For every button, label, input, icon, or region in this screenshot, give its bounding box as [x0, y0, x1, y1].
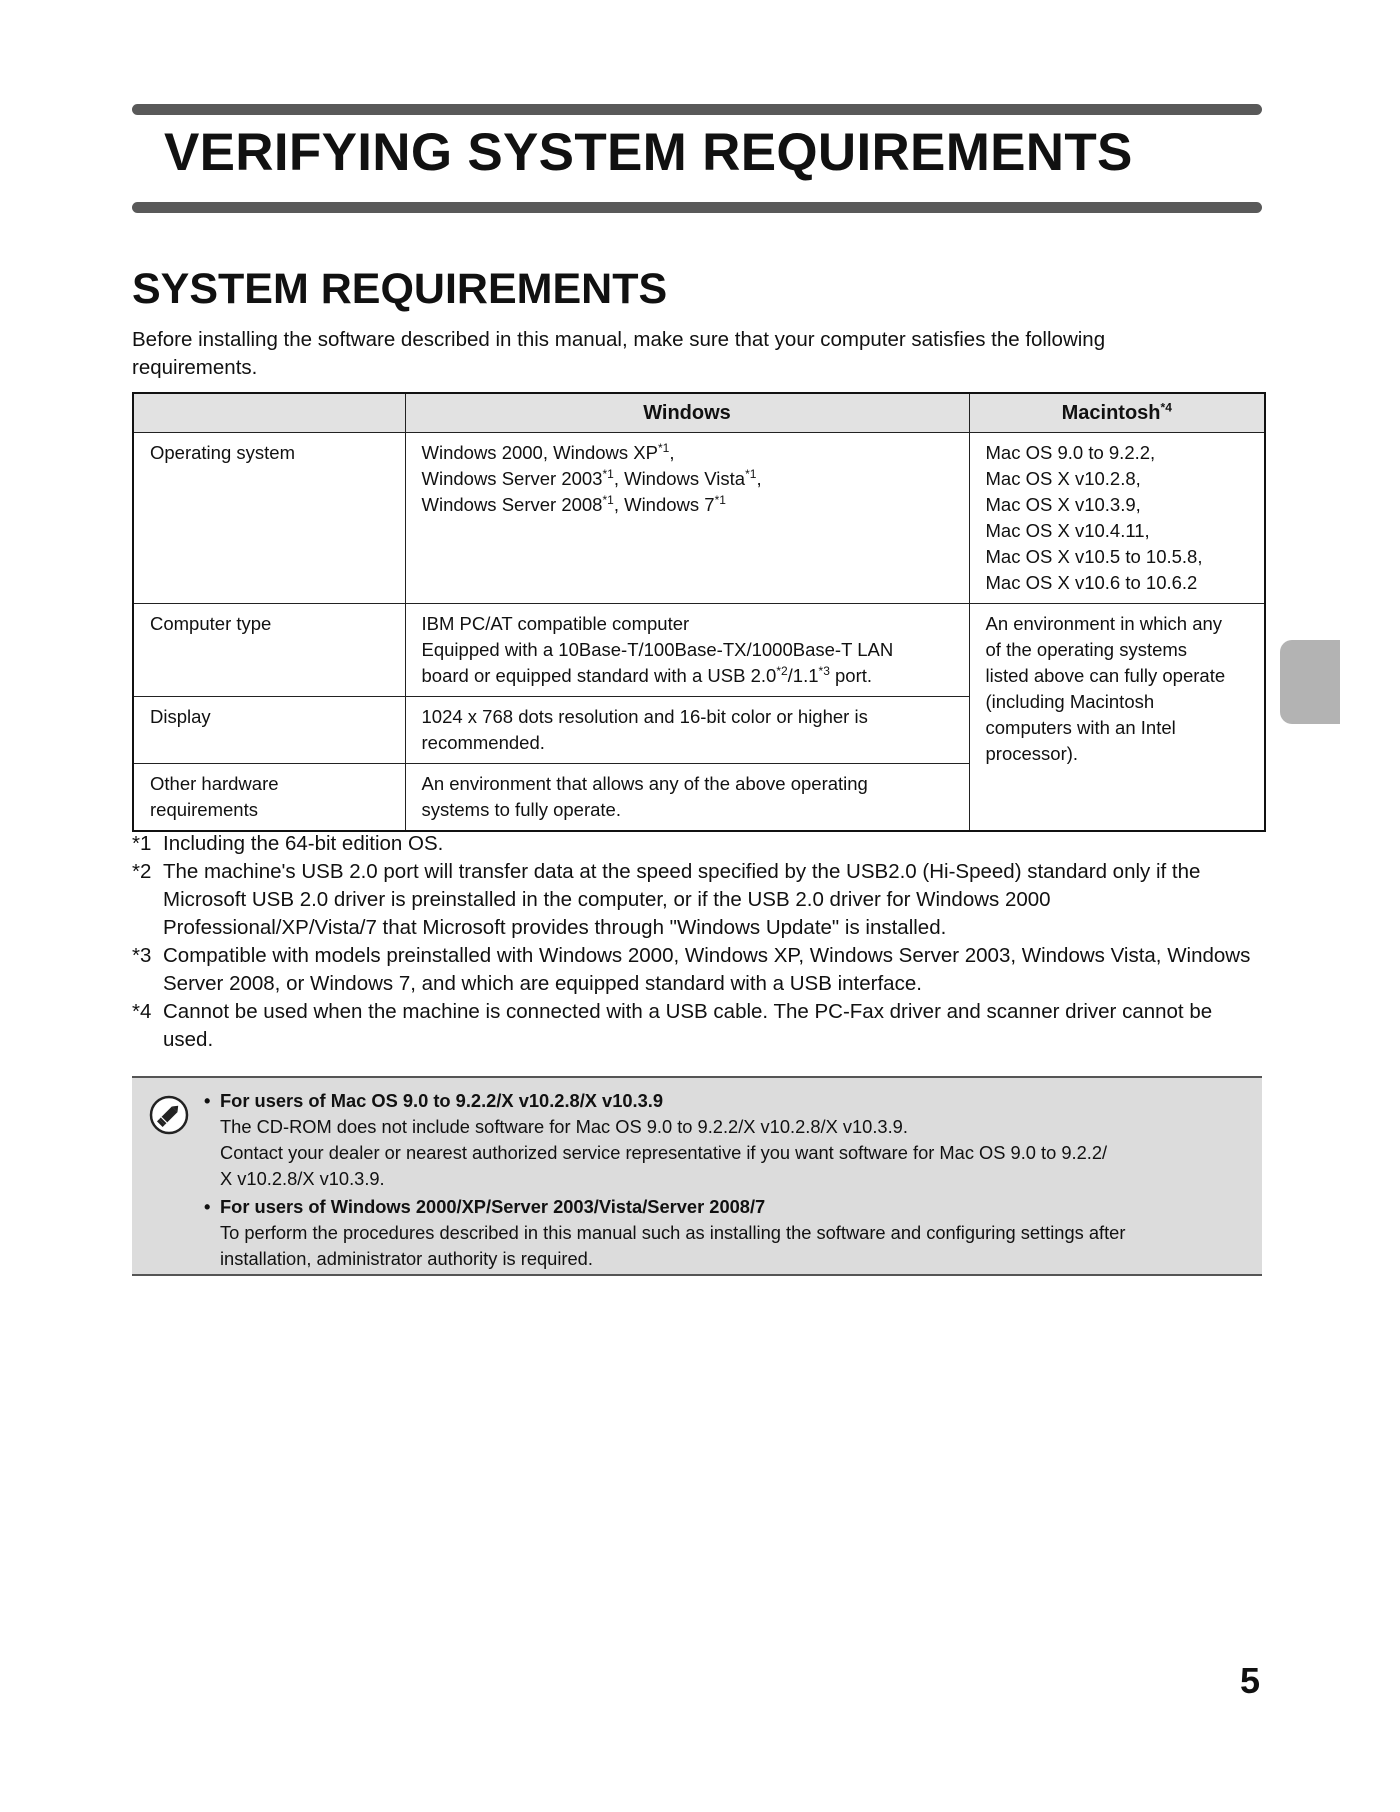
os-mac-line: Mac OS X v10.3.9,: [985, 494, 1141, 515]
footnote-mark: *4: [132, 1000, 152, 1023]
row-label-computer: Computer type: [133, 604, 405, 697]
other-windows-line: An environment that allows any of the above operating: [421, 773, 868, 794]
note-line: Contact your dealer or nearest authorized service representative if you want software for Mac OS 9.0 to 9.2.2/: [220, 1142, 1108, 1163]
os-windows-text: , Windows Vista: [613, 468, 746, 489]
footnote-ref: *2: [776, 663, 788, 678]
footnote-mark: *1: [132, 832, 152, 855]
section-title: SYSTEM REQUIREMENTS: [132, 265, 668, 313]
footnote-text: Cannot be used when the machine is connected with a USB cable. The PC-Fax driver and scanner driver cannot be used.: [163, 1000, 1213, 1051]
title-rule-top: [132, 104, 1262, 115]
requirements-table: [132, 392, 1266, 832]
footnotes: [132, 830, 1262, 1054]
footnote-ref: *1: [602, 492, 614, 507]
footnote: [132, 858, 1262, 942]
header-macintosh-label: Macintosh: [1061, 402, 1161, 424]
bullet: •: [204, 1196, 211, 1217]
note-line: X v10.2.8/X v10.3.9.: [220, 1168, 385, 1189]
os-mac-line: Mac OS X v10.4.11,: [985, 520, 1150, 541]
row-label-display: Display: [133, 697, 405, 764]
os-mac-line: Mac OS 9.0 to 9.2.2,: [985, 442, 1156, 463]
computer-mac-line: of the operating systems: [985, 639, 1188, 660]
note-line: To perform the procedures described in this manual such as installing the software and configuring settings after: [220, 1222, 1126, 1243]
os-windows-line-2: [422, 466, 953, 492]
page-title: VERIFYING SYSTEM REQUIREMENTS: [164, 123, 1133, 182]
table-row: [133, 604, 1265, 697]
display-windows-cell: [405, 697, 969, 764]
footnote-text: Compatible with models preinstalled with Windows 2000, Windows XP, Windows Server 2003, Windows Vista, Windows Server 2008, or Windows 7, and which are equipped standard with a USB interface.: [163, 944, 1251, 995]
display-windows-line: 1024 x 768 dots resolution and 16-bit color or higher is: [421, 706, 868, 727]
footnote: [132, 942, 1262, 998]
note-item-mac: [204, 1088, 1244, 1192]
header-macintosh: [969, 393, 1265, 433]
computer-mac-line: An environment in which any: [985, 613, 1223, 634]
note-heading: [204, 1194, 1244, 1220]
computer-mac-line: computers with an Intel: [985, 717, 1176, 738]
note-heading-text: For users of Mac OS 9.0 to 9.2.2/X v10.2.8/X v10.3.9: [220, 1090, 664, 1111]
header-macintosh-footnote: *4: [1160, 400, 1172, 415]
os-mac-line: Mac OS X v10.5 to 10.5.8,: [985, 546, 1203, 567]
os-mac-line: Mac OS X v10.2.8,: [985, 468, 1141, 489]
footnote-mark: *3: [132, 944, 152, 967]
footnote-ref: *1: [658, 440, 670, 455]
os-windows-text: ,: [756, 468, 762, 489]
computer-mac-line: (including Macintosh: [985, 691, 1155, 712]
note-line: installation, administrator authority is required.: [220, 1248, 593, 1269]
table-header-row: [133, 393, 1265, 433]
computer-windows-text: port.: [829, 665, 873, 686]
os-windows-text: Windows 2000, Windows XP: [421, 442, 658, 463]
os-windows-text: , Windows 7: [613, 494, 715, 515]
note-box: [132, 1076, 1262, 1276]
note-heading: [204, 1088, 1244, 1114]
note-line: The CD-ROM does not include software for Mac OS 9.0 to 9.2.2/X v10.2.8/X v10.3.9.: [220, 1116, 908, 1137]
chapter-side-tab: [1280, 640, 1340, 724]
intro-paragraph: Before installing the software described in this manual, make sure that your computer satisfies the following requirements.: [132, 328, 1106, 379]
os-mac-cell: [969, 433, 1265, 604]
page-number: 5: [1239, 1660, 1260, 1701]
os-windows-cell: [405, 433, 969, 604]
title-rule-bottom: [132, 202, 1262, 213]
footnote-ref: *1: [745, 466, 757, 481]
note-item-windows: [204, 1194, 1244, 1272]
row-label-os: Operating system: [133, 433, 405, 604]
os-windows-line-3: [422, 492, 953, 518]
bullet: •: [204, 1090, 211, 1111]
footnote-text: The machine's USB 2.0 port will transfer data at the speed specified by the USB2.0 (Hi-Speed) standard only if the Microsoft USB 2.0 driver is preinstalled in the computer, or if the USB 2.0 driver for Windows 2000 Professional/XP/Vista/7 that Microsoft provides through "Windows Update" is installed.: [163, 860, 1201, 939]
display-windows-line: recommended.: [421, 732, 545, 753]
footnote: [132, 830, 1262, 858]
computer-mac-cell: [969, 604, 1265, 832]
computer-mac-line: listed above can fully operate: [985, 665, 1226, 686]
footnote: [132, 998, 1262, 1054]
header-blank: [133, 393, 405, 433]
computer-windows-line: Equipped with a 10Base-T/100Base-TX/1000Base-T LAN: [421, 639, 894, 660]
footnote-text: Including the 64-bit edition OS.: [163, 832, 444, 855]
computer-windows-line: [422, 663, 953, 689]
footnote-mark: *2: [132, 860, 152, 883]
other-label-line: Other hardware: [150, 773, 279, 794]
os-windows-text: Windows Server 2008: [421, 494, 603, 515]
computer-windows-line: IBM PC/AT compatible computer: [421, 613, 690, 634]
footnote-ref: *1: [714, 492, 726, 507]
os-windows-line-1: [422, 440, 953, 466]
other-windows-cell: [405, 764, 969, 832]
computer-windows-text: board or equipped standard with a USB 2.0: [421, 665, 777, 686]
footnote-ref: *1: [602, 466, 614, 481]
footnote-ref: *3: [818, 663, 830, 678]
computer-windows-cell: [405, 604, 969, 697]
table-row: [133, 433, 1265, 604]
other-label-line: requirements: [150, 799, 258, 820]
os-mac-line: Mac OS X v10.6 to 10.6.2: [985, 572, 1198, 593]
computer-windows-text: /1.1: [787, 665, 819, 686]
pencil-note-icon: [148, 1094, 190, 1136]
other-windows-line: systems to fully operate.: [421, 799, 621, 820]
row-label-other: [133, 764, 405, 832]
computer-mac-line: processor).: [985, 743, 1079, 764]
os-windows-text: ,: [669, 442, 675, 463]
header-windows: Windows: [405, 393, 969, 433]
os-windows-text: Windows Server 2003: [421, 468, 603, 489]
note-heading-text: For users of Windows 2000/XP/Server 2003/Vista/Server 2008/7: [220, 1196, 766, 1217]
